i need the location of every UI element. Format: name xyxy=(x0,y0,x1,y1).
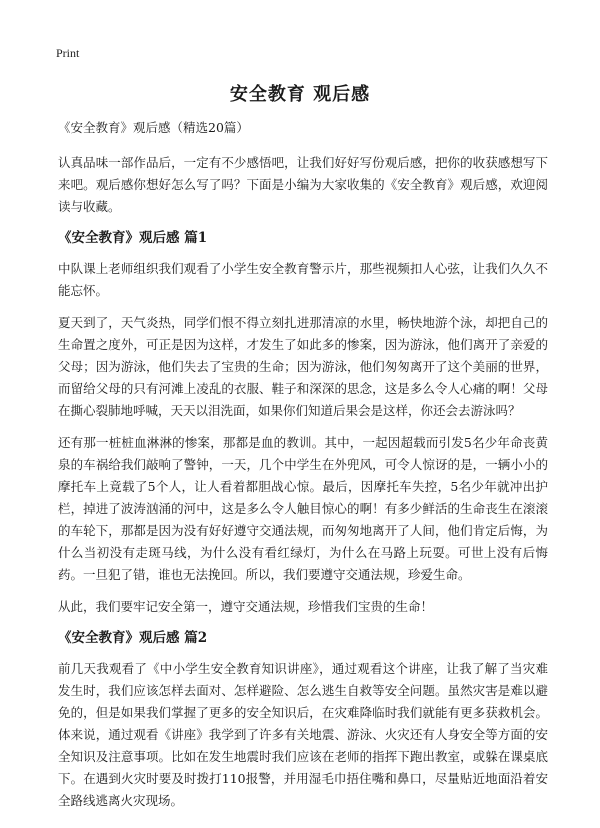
section-2-paragraph-1: 前几天我观看了《中小学生安全教育知识讲座》，通过观看这个讲座，让我了解了当灾难发生时，我们应该怎样去面对、怎样避险、怎么逃生自救等安全问题。虽然灾害是难以避免的，但是如果我们掌握了更多的安全知识后，在灾难降临时我们就能有更多获救机会。体来说，通过观看《讲座》我学到了许多有关地震、游泳、火灾还有人身安全等方面的安全知识及注意事项。比如在发生地震时我们应该在老师的指挥下跑出教室，或躲在课桌底下。在遇到火灾时要及时拨打110报警，并用湿毛巾捂住嘴和鼻口，尽量贴近地面沿着安全路线逃离火灾现场。 xyxy=(58,661,548,808)
intro-paragraph: 认真品味一部作品后，一定有不少感悟吧，让我们好好写份观后感，把你的收获感想写下来吧。观后感你想好怎么写了吗？下面是小编为大家收集的《安全教育》观后感，欢迎阅读与收藏。 xyxy=(58,155,548,214)
document-subtitle: 《安全教育》观后感（精选20篇） xyxy=(58,120,249,135)
section-heading-1: 《安全教育》观后感 篇1 xyxy=(58,230,208,246)
section-1-paragraph-3: 还有那一桩桩血淋淋的惨案，那都是血的教训。其中，一起因超载而引发5名少年命丧黄泉的车祸给我们敲响了警钟，一天，几个中学生在外兜风，可令人惊讶的是，一辆小小的摩托车上竟载了5个人，让人看着都胆战心惊。最后，因摩托车失控，5名少年就冲出护栏，掉进了波涛汹涌的河中，这是多么令人触目惊心的啊！有多少鲜活的生命丧生在滚滚的车轮下，那都是因为没有好好遵守交通法规，而匆匆地离开了人间，他们肯定后悔，为什么当初没有走斑马线，为什么没有看红绿灯，为什么在马路上玩耍。可世上没有后悔药。一旦犯了错，谁也无法挽回。所以，我们要遵守交通法规，珍爱生命。 xyxy=(58,435,548,582)
section-1-paragraph-2: 夏天到了，天气炎热，同学们恨不得立刻扎进那清凉的水里，畅快地游个泳，却把自己的生命置之度外，可正是因为这样，才发生了如此多的惨案，因为游泳，他们离开了亲爱的父母；因为游泳，他们失去了宝贵的生命；因为游泳，他们匆匆离开了这个美丽的世界，而留给父母的只有河滩上凌乱的衣服、鞋子和深深的思念，这是多么令人心痛的啊！父母在撕心裂肺地呼喊，天天以泪洗面，如果你们知道后果会是这样，你还会去游泳吗？ xyxy=(58,315,548,418)
page-title: 安全教育 观后感 xyxy=(229,84,371,105)
section-1-paragraph-4: 从此，我们要牢记安全第一，遵守交通法规，珍惜我们宝贵的生命！ xyxy=(58,599,434,614)
section-heading-2: 《安全教育》观后感 篇2 xyxy=(58,630,208,646)
section-1-paragraph-1: 中队课上老师组织我们观看了小学生安全教育警示片，那些视频扣人心弦，让我们久久不能忘怀。 xyxy=(58,261,548,298)
document-body xyxy=(58,118,548,822)
print-link[interactable]: Print xyxy=(56,46,80,60)
